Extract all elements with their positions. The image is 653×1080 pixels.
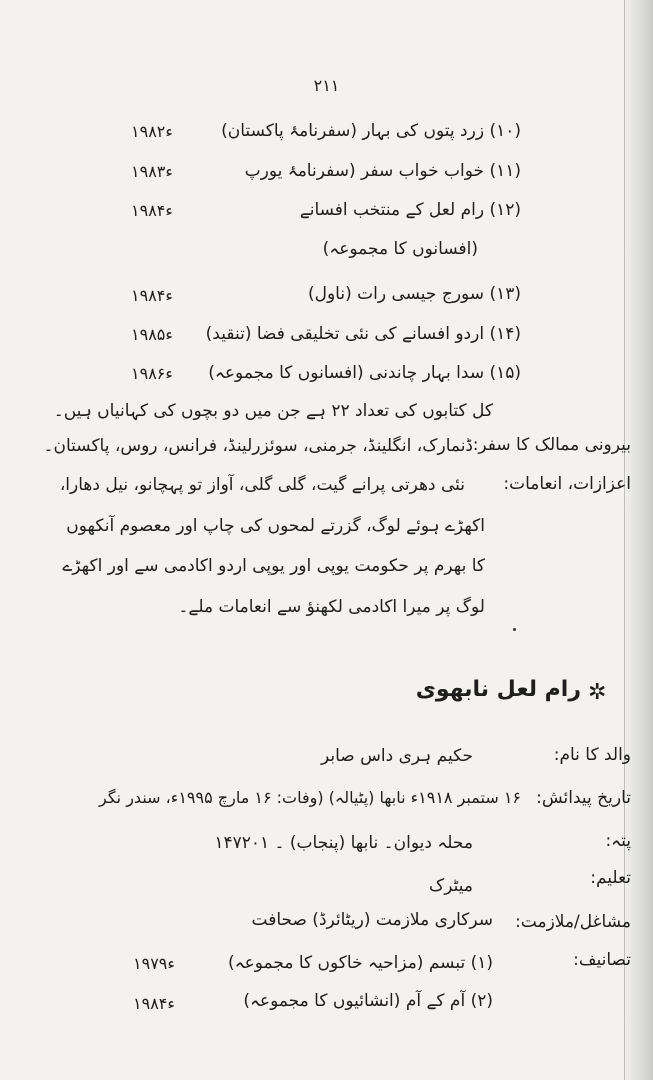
work-item-11: (۱۱) خواب خواب سفر (سفرنامۂ یورپ: [244, 161, 521, 181]
awards-line-3: کا بھرم پر حکومت یوپی اور یوپی اردو اکادمی سے اور اکھڑے: [62, 556, 485, 576]
author-work-2: (۲) آم کے آم (انشائیوں کا مجموعہ): [243, 991, 493, 1011]
travel-label: بیرونی ممالک کا سفر:: [472, 435, 631, 455]
address-value: محلہ دیوان۔ نابھا (پنجاب) ۔ ۱۴۷۲۰۱: [214, 833, 473, 853]
occupation-value: سرکاری ملازمت (ریٹائرڈ) صحافت: [251, 910, 493, 930]
work-item-10: (۱۰) زرد پتوں کی بہار (سفرنامۂ پاکستان): [221, 121, 521, 141]
author-work-1: (۱) تبسم (مزاحیہ خاکوں کا مجموعہ): [228, 953, 493, 973]
summary-line: کل کتابوں کی تعداد ۲۲ ہے جن میں دو بچوں کی کہانیاں ہیں۔: [53, 401, 493, 421]
address-label: پتہ:: [605, 831, 631, 851]
education-label: تعلیم:: [590, 868, 631, 888]
travel-value: ڈنمارک، انگلینڈ، جرمنی، سوئزرلینڈ، فرانس، روس، پاکستان۔: [43, 436, 473, 456]
work-item-12-subtitle: (افسانوں کا مجموعہ): [322, 239, 478, 259]
father-name-label: والد کا نام:: [553, 745, 631, 765]
page-number: ۲۱۱: [313, 76, 340, 95]
work-year-15: ۱۹۸۶ء: [131, 364, 173, 383]
birth-date-label: تاریخ پیدائش:: [536, 788, 631, 808]
work-year-12: ۱۹۸۴ء: [131, 201, 173, 220]
author-work-year-2: ۱۹۸۴ء: [133, 994, 175, 1013]
awards-line-4: لوگ پر میرا اکادمی لکھنؤ سے انعامات ملے۔: [178, 597, 485, 617]
awards-line-2: اکھڑے ہوئے لوگ، گزرتے لمحوں کی چاپ اور معصوم آنکھوں: [66, 516, 485, 536]
works-label: تصانیف:: [573, 950, 631, 970]
work-year-14: ۱۹۸۵ء: [131, 325, 173, 344]
occupation-label: مشاغل/ملازمت:: [515, 912, 631, 932]
author-work-year-1: ۱۹۷۹ء: [133, 954, 175, 973]
work-item-12: (۱۲) رام لعل کے منتخب افسانے: [299, 200, 521, 220]
work-year-10: ۱۹۸۲ء: [131, 122, 173, 141]
work-item-15: (۱۵) سدا بہار چاندنی (افسانوں کا مجموعہ): [208, 363, 521, 383]
education-value: میٹرک: [429, 876, 473, 896]
author-name-heading: رام لعل نابھوی: [415, 677, 581, 702]
birth-date-value: ۱۶ ستمبر ۱۹۱۸ء نابھا (پٹیالہ) (وفات: ۱۶ مارچ ۱۹۹۵ء، سندر نگر: [98, 788, 521, 807]
ink-dot: [513, 628, 516, 631]
work-item-13: (۱۳) سورج جیسی رات (ناول): [307, 284, 521, 304]
work-item-14: (۱۴) اردو افسانے کی نئی تخلیقی فضا (تنقید): [205, 324, 521, 344]
awards-line-1: نئی دھرتی پرانے گیت، گلی گلی، آواز تو پہچانو، نیل دھارا،: [59, 475, 465, 495]
work-year-11: ۱۹۸۳ء: [131, 162, 173, 181]
work-year-13: ۱۹۸۴ء: [131, 286, 173, 305]
awards-label: اعزازات، انعامات:: [503, 474, 631, 494]
star-icon: ✲: [588, 680, 607, 705]
father-name-value: حکیم ہری داس صابر: [321, 746, 473, 766]
